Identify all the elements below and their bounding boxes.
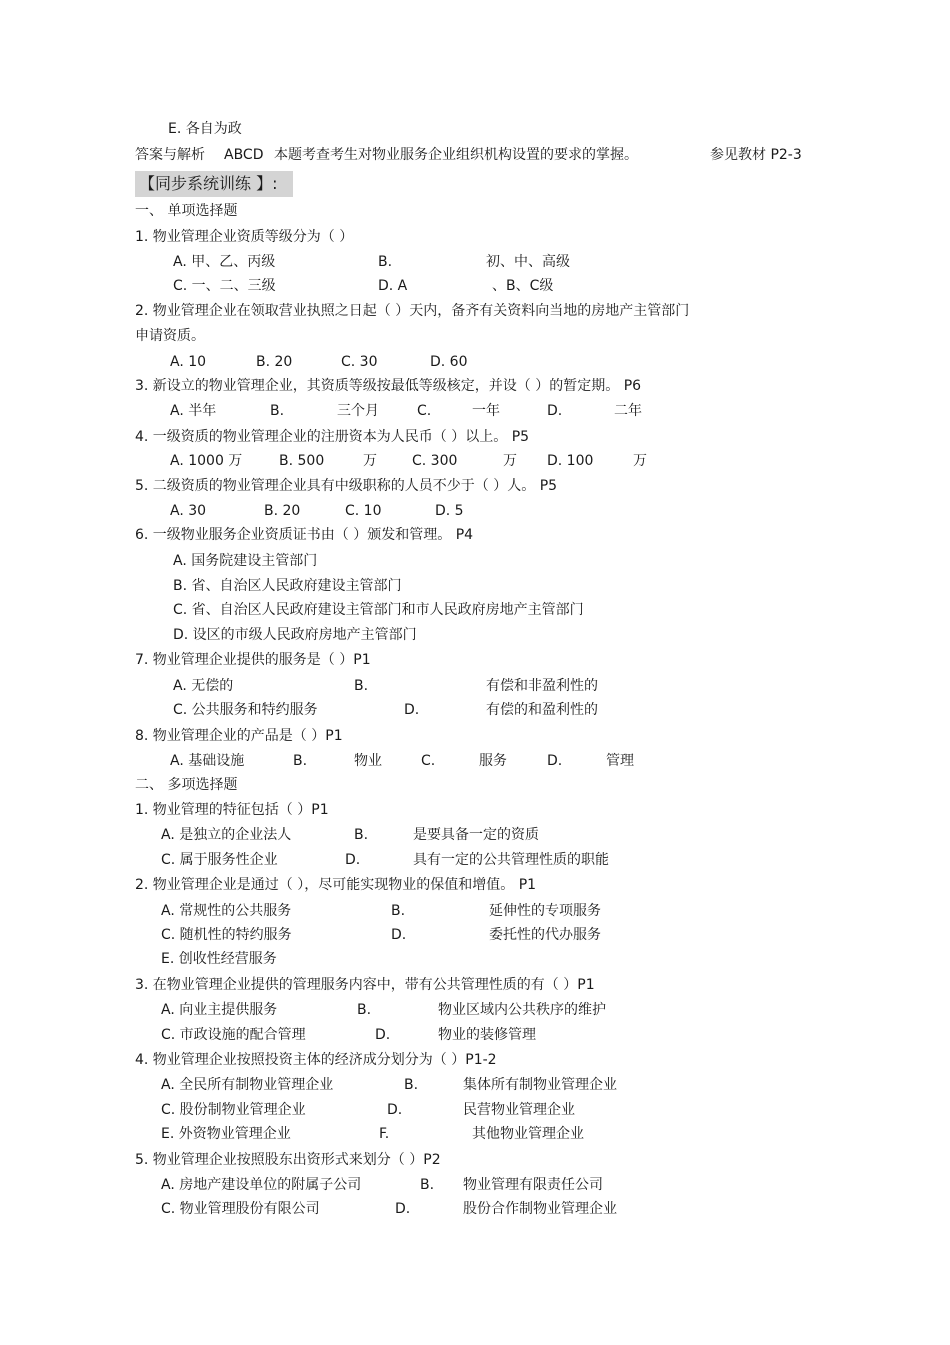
option: D. 5	[435, 503, 464, 519]
option: D. 60	[430, 354, 468, 370]
option-text: 有偿的和盈利性的	[486, 702, 598, 718]
option-text: 物业区域内公共秩序的维护	[438, 1002, 606, 1018]
option-unit: 万	[633, 453, 647, 469]
option: D. 设区的市级人民政府房地产主管部门	[173, 627, 417, 643]
option: E. 创收性经营服务	[161, 951, 277, 967]
question-stem: 7. 物业管理企业提供的服务是（ ）P1	[135, 652, 371, 668]
answer-label: 答案与解析	[135, 147, 205, 163]
option: A. 向业主提供服务	[161, 1002, 278, 1018]
question-stem: 2. 物业管理企业在领取营业执照之日起（ ）天内，备齐有关资料向当地的房地产主管部门	[135, 303, 690, 319]
option: A. 无偿的	[173, 678, 234, 694]
option-letter: D.	[547, 753, 563, 769]
option: C. 市政设施的配合管理	[161, 1027, 306, 1043]
question-stem: 3. 在物业管理企业提供的管理服务内容中，带有公共管理性质的有（ ）P1	[135, 977, 595, 993]
option-text: 物业	[354, 753, 382, 769]
section-heading: 【同步系统训练 】:	[139, 174, 278, 193]
option-text: 具有一定的公共管理性质的职能	[413, 852, 609, 868]
option-letter: B.	[391, 903, 406, 919]
option: C. 30	[341, 354, 378, 370]
option-letter: D.	[387, 1102, 403, 1118]
option-letter: D.	[404, 702, 420, 718]
option-letter: B.	[357, 1002, 372, 1018]
option: B. 20	[256, 354, 293, 370]
option: A. 基础设施	[170, 753, 245, 769]
option: D. 100	[547, 453, 594, 469]
answer-reference: 参见教材 P2-3	[710, 147, 802, 163]
option: C. 省、自治区人民政府建设主管部门和市人民政府房地产主管部门	[173, 602, 584, 618]
option: E. 外资物业管理企业	[161, 1126, 291, 1142]
option: B. 500	[279, 453, 325, 469]
option: C. 公共服务和特约服务	[173, 702, 318, 718]
option-letter: B.	[404, 1077, 419, 1093]
option-letter: D.	[375, 1027, 391, 1043]
option-unit: 万	[363, 453, 377, 469]
option-text: 股份合作制物业管理企业	[463, 1201, 617, 1217]
option-letter: B.	[293, 753, 308, 769]
option-text: 服务	[479, 753, 507, 769]
option: C. 10	[345, 503, 382, 519]
option-letter: F.	[379, 1126, 390, 1142]
section-multi-choice: 二、 多项选择题	[135, 777, 238, 793]
question-stem-continued: 申请资质。	[135, 328, 205, 344]
option: B. 省、自治区人民政府建设主管部门	[173, 578, 402, 594]
option-text: 物业管理有限责任公司	[463, 1177, 603, 1193]
option-text: 民营物业管理企业	[463, 1102, 575, 1118]
option-letter: B.	[354, 827, 369, 843]
answer-value: ABCD	[224, 147, 264, 163]
option: A. 国务院建设主管部门	[173, 553, 318, 569]
option: A. 1000 万	[170, 453, 243, 469]
question-stem: 2. 物业管理企业是通过（ ），尽可能实现物业的保值和增值。 P1	[135, 877, 537, 893]
option-text: 是要具备一定的资质	[413, 827, 539, 843]
option-text: 集体所有制物业管理企业	[463, 1077, 617, 1093]
option: C. 属于服务性企业	[161, 852, 278, 868]
option-letter: B.	[378, 254, 393, 270]
question-stem: 1. 物业管理企业资质等级分为（ ）	[135, 229, 354, 245]
option: A. 房地产建设单位的附属子公司	[161, 1177, 362, 1193]
option-text: 委托性的代办服务	[489, 927, 601, 943]
option: C. 物业管理股份有限公司	[161, 1201, 320, 1217]
option: A. 甲、乙、丙级	[173, 254, 276, 270]
section-single-choice: 一、 单项选择题	[135, 203, 238, 219]
option-text: 管理	[606, 753, 634, 769]
option-text: 二年	[614, 403, 642, 419]
option: C. 300	[412, 453, 458, 469]
option: A. 是独立的企业法人	[161, 827, 292, 843]
option-text: 一年	[472, 403, 500, 419]
option-letter: D.	[395, 1201, 411, 1217]
option-text: 、B、C级	[492, 278, 554, 294]
question-stem: 4. 一级资质的物业管理企业的注册资本为人民币（ ）以上。 P5	[135, 429, 530, 445]
option-letter: C.	[421, 753, 436, 769]
option-letter: B.	[354, 678, 369, 694]
option-letter: D.	[345, 852, 361, 868]
question-stem: 5. 二级资质的物业管理企业具有中级职称的人员不少于（ ）人。 P5	[135, 478, 558, 494]
option-letter: B.	[270, 403, 285, 419]
option-text: 有偿和非盈利性的	[486, 678, 598, 694]
option-letter: B.	[420, 1177, 435, 1193]
option-text: 其他物业管理企业	[472, 1126, 584, 1142]
option: A. 30	[170, 503, 207, 519]
option: C. 随机性的特约服务	[161, 927, 292, 943]
option: C. 股份制物业管理企业	[161, 1102, 306, 1118]
option: A. 10	[170, 354, 207, 370]
question-stem: 1. 物业管理的特征包括（ ）P1	[135, 802, 329, 818]
option-text: 三个月	[337, 403, 379, 419]
option-letter: D.	[391, 927, 407, 943]
option-letter: D. A	[378, 278, 408, 294]
option: B. 20	[264, 503, 301, 519]
option: C. 一、二、三级	[173, 278, 276, 294]
option-letter: C.	[417, 403, 432, 419]
option-text: 延伸性的专项服务	[489, 903, 601, 919]
intro-option-e: E. 各自为政	[168, 121, 242, 137]
question-stem: 5. 物业管理企业按照股东出资形式来划分（ ）P2	[135, 1152, 441, 1168]
option-text: 初、中、高级	[486, 254, 570, 270]
option: A. 常规性的公共服务	[161, 903, 292, 919]
option-letter: D.	[547, 403, 563, 419]
question-stem: 3. 新设立的物业管理企业，其资质等级按最低等级核定，并设（ ）的暂定期。 P6	[135, 378, 642, 394]
option: A. 全民所有制物业管理企业	[161, 1077, 334, 1093]
question-stem: 8. 物业管理企业的产品是（ ）P1	[135, 728, 343, 744]
question-stem: 4. 物业管理企业按照投资主体的经济成分划分为（ ）P1-2	[135, 1052, 497, 1068]
option-unit: 万	[503, 453, 517, 469]
option: A. 半年	[170, 403, 217, 419]
question-stem: 6. 一级物业服务企业资质证书由（ ）颁发和管理。 P4	[135, 527, 474, 543]
answer-text: 本题考查考生对物业服务企业组织机构设置的要求的掌握。	[274, 147, 638, 163]
option-text: 物业的装修管理	[438, 1027, 536, 1043]
